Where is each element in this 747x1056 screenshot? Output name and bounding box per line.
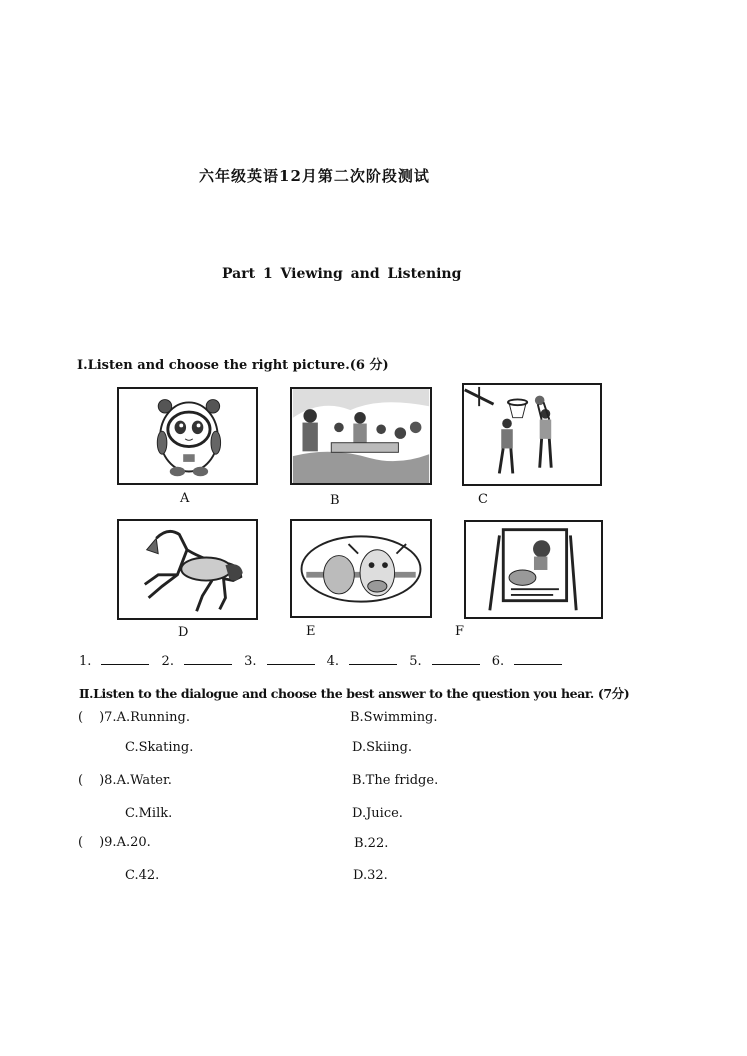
answer-number: 4. bbox=[326, 654, 340, 669]
option-c[interactable]: C.42. bbox=[125, 868, 160, 883]
answer-blank[interactable] bbox=[184, 664, 232, 665]
picture-e bbox=[290, 519, 432, 618]
answer-number: 5. bbox=[409, 654, 422, 669]
option-d[interactable]: D.Juice. bbox=[352, 806, 403, 821]
picture-a bbox=[117, 387, 258, 485]
picnic-group-icon bbox=[292, 389, 430, 483]
mascot-panda-icon bbox=[119, 389, 256, 483]
picture-a-label: A bbox=[180, 491, 190, 506]
answer-number: 3. bbox=[244, 654, 257, 669]
question-9 bbox=[78, 835, 151, 850]
picture-e-label: E bbox=[306, 624, 316, 639]
option-c[interactable]: C.Milk. bbox=[125, 806, 173, 821]
answer-row bbox=[79, 654, 570, 669]
part-heading: Part 1 Viewing and Listening bbox=[222, 266, 462, 282]
picture-d-label: D bbox=[178, 625, 189, 640]
question-7 bbox=[78, 710, 190, 725]
answer-bracket[interactable]: ( bbox=[78, 710, 84, 725]
option-d[interactable]: D.32. bbox=[353, 868, 388, 883]
horse-icon bbox=[119, 521, 256, 618]
picture-b bbox=[290, 387, 432, 485]
option-b[interactable]: B.Swimming. bbox=[350, 710, 438, 725]
section-2-heading: Ⅱ.Listen to the dialogue and choose the best answer to the question you hear. (7分) bbox=[79, 686, 630, 701]
answer-number: 2. bbox=[161, 654, 174, 669]
answer-blank[interactable] bbox=[432, 664, 480, 665]
question-number: )9. bbox=[99, 835, 117, 850]
answer-blank[interactable] bbox=[349, 664, 397, 665]
question-number: )7. bbox=[99, 710, 117, 725]
answer-blank[interactable] bbox=[267, 664, 315, 665]
basketball-players-icon bbox=[464, 385, 600, 484]
page-title: 六年级英语12月第二次阶段测试 bbox=[199, 167, 430, 185]
answer-number: 1. bbox=[79, 654, 92, 669]
option-b[interactable]: B.22. bbox=[354, 836, 389, 851]
picture-f bbox=[464, 520, 603, 619]
picture-c bbox=[462, 383, 602, 486]
picture-c-label: C bbox=[478, 492, 488, 507]
option-b[interactable]: B.The fridge. bbox=[352, 773, 439, 788]
answer-blank[interactable] bbox=[514, 664, 562, 665]
option-c[interactable]: C.Skating. bbox=[125, 740, 194, 755]
answer-bracket[interactable]: ( bbox=[78, 773, 84, 788]
signboard-icon bbox=[466, 522, 601, 617]
option-d[interactable]: D.Skiing. bbox=[352, 740, 413, 755]
option-a[interactable]: A.20. bbox=[116, 835, 151, 850]
picture-b-label: B bbox=[330, 493, 340, 508]
picture-d bbox=[117, 519, 258, 620]
answer-bracket[interactable]: ( bbox=[78, 835, 84, 850]
answer-number: 6. bbox=[491, 654, 505, 669]
question-number: )8. bbox=[99, 773, 117, 788]
option-a[interactable]: A.Water. bbox=[116, 773, 172, 788]
answer-blank[interactable] bbox=[101, 664, 149, 665]
section-1-heading: I.Listen and choose the right picture.(6 分) bbox=[77, 358, 389, 373]
option-a[interactable]: A.Running. bbox=[116, 710, 190, 725]
cow-face-icon bbox=[292, 521, 430, 616]
picture-f-label: F bbox=[455, 624, 465, 639]
question-8 bbox=[78, 773, 172, 788]
